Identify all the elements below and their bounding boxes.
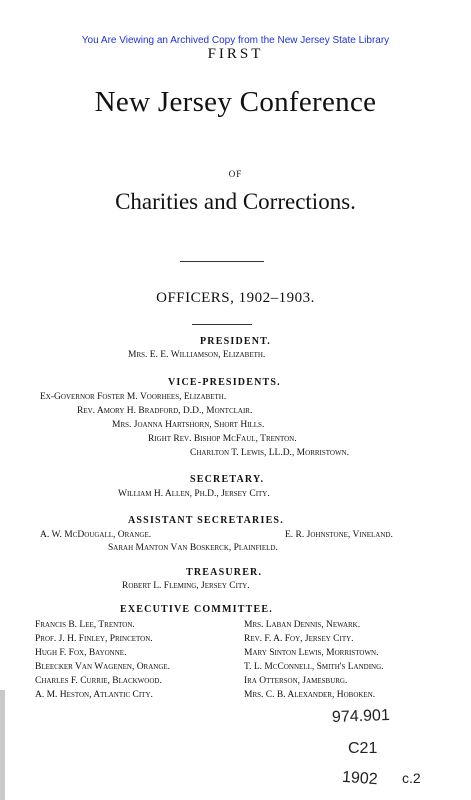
call-number-copy: c.2 bbox=[402, 770, 421, 786]
title-charities-and-corrections: Charities and Corrections. bbox=[115, 189, 356, 214]
treasurer-name: Robert L. Fleming, Jersey City. bbox=[122, 581, 250, 591]
secretary-name: William H. Allen, Ph.D., Jersey City. bbox=[118, 489, 270, 499]
committee-member: Mary Sinton Lewis, Morristown. bbox=[244, 648, 379, 658]
officers-heading: OFFICERS, 1902–1903. bbox=[156, 290, 315, 306]
assistant-secretary-name: A. W. McDougall, Orange. bbox=[40, 530, 152, 540]
vice-president-name: Charlton T. Lewis, LL.D., Morristown. bbox=[190, 448, 349, 458]
committee-member: Mrs. Laban Dennis, Newark. bbox=[244, 620, 361, 630]
call-number-line2: C21 bbox=[348, 740, 378, 757]
title-new-jersey-conference: New Jersey Conference bbox=[94, 86, 377, 118]
vice-president-name: Mrs. Joanna Hartshorn, Short Hills. bbox=[112, 420, 265, 430]
committee-member: Mrs. C. B. Alexander, Hoboken. bbox=[244, 690, 376, 700]
committee-member: A. M. Heston, Atlantic City. bbox=[35, 690, 153, 700]
archive-watermark: You Are Viewing an Archived Copy from the New Jersey State Library bbox=[81, 35, 390, 46]
title-first: FIRST bbox=[207, 46, 264, 62]
title-divider bbox=[180, 261, 264, 262]
assistant-secretary-name: E. R. Johnstone, Vineland. bbox=[285, 530, 393, 540]
officers-divider bbox=[192, 324, 252, 325]
committee-member: Prof. J. H. Finley, Princeton. bbox=[35, 634, 153, 644]
committee-member: T. L. McConnell, Smith's Landing. bbox=[244, 662, 384, 672]
president-name: Mrs. E. E. Williamson, Elizabeth. bbox=[128, 350, 266, 360]
secretary-heading: SECRETARY. bbox=[190, 474, 265, 485]
executive-committee-heading: EXECUTIVE COMMITTEE. bbox=[120, 604, 273, 615]
page-edge-stain bbox=[0, 690, 5, 800]
assistant-secretary-name: Sarah Manton Van Boskerck, Plainfield. bbox=[108, 543, 278, 553]
call-number-line3: 1902 bbox=[341, 768, 379, 789]
vice-president-name: Ex-Governor Foster M. Voorhees, Elizabeth. bbox=[40, 392, 227, 402]
assistant-secretaries-heading: ASSISTANT SECRETARIES. bbox=[128, 515, 284, 526]
committee-member: Bleecker Van Wagenen, Orange. bbox=[35, 662, 171, 672]
committee-member: Hugh F. Fox, Bayonne. bbox=[35, 648, 127, 658]
title-of: OF bbox=[228, 169, 243, 179]
committee-member: Ira Otterson, Jamesburg. bbox=[244, 676, 348, 686]
vice-presidents-heading: VICE-PRESIDENTS. bbox=[168, 377, 281, 388]
committee-member: Francis B. Lee, Trenton. bbox=[35, 620, 135, 630]
committee-member: Charles F. Currie, Blackwood. bbox=[35, 676, 162, 686]
call-number-line1: 974.901 bbox=[331, 706, 391, 727]
president-heading: PRESIDENT. bbox=[200, 336, 271, 347]
vice-president-name: Right Rev. Bishop McFaul, Trenton. bbox=[148, 434, 297, 444]
vice-president-name: Rev. Amory H. Bradford, D.D., Montclair. bbox=[77, 406, 253, 416]
committee-member: Rev. F. A. Foy, Jersey City. bbox=[244, 634, 354, 644]
treasurer-heading: TREASURER. bbox=[186, 567, 263, 578]
